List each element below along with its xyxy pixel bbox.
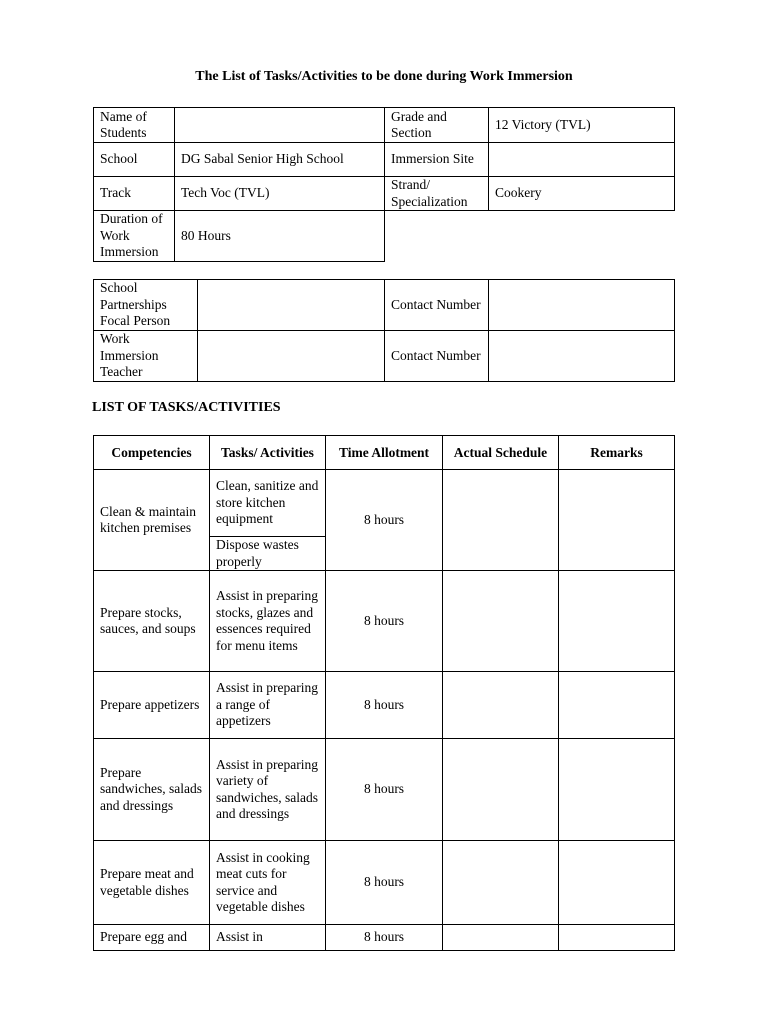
schedule-cell [443, 925, 559, 951]
competency-cell: Clean & maintain kitchen premises [94, 470, 210, 571]
remarks-cell [559, 470, 675, 571]
contacts-table [93, 279, 675, 382]
table-row [94, 925, 675, 951]
teacher-contact-value [489, 331, 675, 382]
header-schedule: Actual Schedule [443, 436, 559, 470]
table-row [94, 470, 675, 537]
header-competencies: Competencies [94, 436, 210, 470]
table-row [94, 571, 675, 672]
schedule-cell [443, 470, 559, 571]
track-label: Track [94, 177, 175, 211]
task-cell: Assist in preparing variety of sandwiches, salads and dressings [210, 739, 326, 841]
schedule-cell [443, 739, 559, 841]
grade-label: Grade and Section [385, 108, 489, 143]
table-row [94, 841, 675, 925]
time-cell: 8 hours [326, 841, 443, 925]
school-label: School [94, 143, 175, 177]
teacher-label: Work Immersion Teacher [94, 331, 198, 382]
tasks-table [93, 435, 675, 951]
remarks-cell [559, 925, 675, 951]
time-cell: 8 hours [326, 672, 443, 739]
time-cell: 8 hours [326, 739, 443, 841]
focal-contact-label: Contact Number [385, 280, 489, 331]
duration-label: Duration of Work Immersion [94, 211, 175, 262]
track-value: Tech Voc (TVL) [175, 177, 385, 211]
site-value [489, 143, 675, 177]
competency-cell: Prepare stocks, sauces, and soups [94, 571, 210, 672]
focal-person-label: School Partnerships Focal Person [94, 280, 198, 331]
schedule-cell [443, 571, 559, 672]
table-row [94, 672, 675, 739]
schedule-cell [443, 841, 559, 925]
task-cell: Assist in preparing a range of appetizers [210, 672, 326, 739]
time-cell: 8 hours [326, 470, 443, 571]
header-time: Time Allotment [326, 436, 443, 470]
student-info-table [93, 107, 675, 262]
focal-person-value [198, 280, 385, 331]
name-label: Name of Students [94, 108, 175, 143]
header-remarks: Remarks [559, 436, 675, 470]
time-cell: 8 hours [326, 571, 443, 672]
task-cell: Assist in [210, 925, 326, 951]
page-title: The List of Tasks/Activities to be done during Work Immersion [195, 69, 573, 84]
task-cell: Clean, sanitize and store kitchen equipment [210, 470, 326, 537]
header-tasks: Tasks/ Activities [210, 436, 326, 470]
strand-value: Cookery [489, 177, 675, 211]
schedule-cell [443, 672, 559, 739]
task-cell: Assist in cooking meat cuts for service and vegetable dishes [210, 841, 326, 925]
school-value: DG Sabal Senior High School [175, 143, 385, 177]
blank-area [385, 211, 675, 262]
teacher-contact-label: Contact Number [385, 331, 489, 382]
time-cell: 8 hours [326, 925, 443, 951]
duration-value: 80 Hours [175, 211, 385, 262]
teacher-value [198, 331, 385, 382]
grade-value: 12 Victory (TVL) [489, 108, 675, 143]
site-label: Immersion Site [385, 143, 489, 177]
table-row [94, 739, 675, 841]
competency-cell: Prepare sandwiches, salads and dressings [94, 739, 210, 841]
remarks-cell [559, 739, 675, 841]
name-value [175, 108, 385, 143]
focal-contact-value [489, 280, 675, 331]
remarks-cell [559, 571, 675, 672]
task-cell: Assist in preparing stocks, glazes and essences required for menu items [210, 571, 326, 672]
task-cell: Dispose wastes properly [210, 537, 326, 571]
competency-cell: Prepare meat and vegetable dishes [94, 841, 210, 925]
competency-cell: Prepare appetizers [94, 672, 210, 739]
remarks-cell [559, 841, 675, 925]
competency-cell: Prepare egg and [94, 925, 210, 951]
section-heading: LIST OF TASKS/ACTIVITIES [92, 400, 281, 415]
strand-label: Strand/ Specialization [385, 177, 489, 211]
remarks-cell [559, 672, 675, 739]
